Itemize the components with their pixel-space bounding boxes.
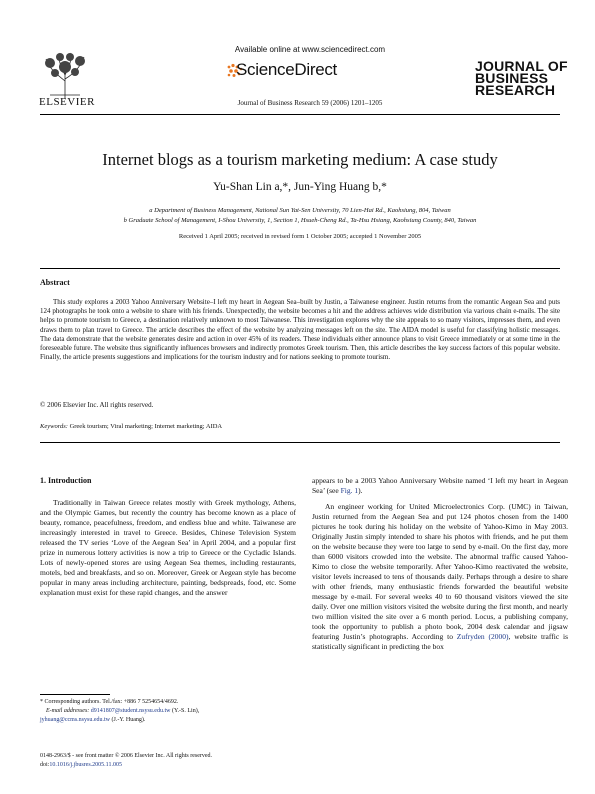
issn-line: 0148-2963/$ - see front matter © 2006 Elsevier Inc. All rights reserved. (40, 753, 213, 759)
abstract-top-rule (40, 268, 560, 269)
doi-link[interactable]: 10.1016/j.jbusres.2005.11.005 (49, 762, 122, 768)
email-label: E-mail addresses: (46, 708, 90, 714)
keywords (40, 423, 560, 430)
journal-logo-line: RESEARCH (475, 82, 556, 98)
abstract-copyright: © 2006 Elsevier Inc. All rights reserved. (40, 401, 154, 409)
intro-paragraph: Traditionally in Taiwan Greece relates mostly with Greek mythology, Athens, and the Olympic Games, but recently the country has become known as a place of beauty, romance, peacefulness, freedom, and endless blue and white. Taiwanese are increasingly interested in travel to Greece. Besides, Chinese Television System released the TV series ‘Love of the Aegean Sea’ in April 2004, and a popular first prize in numerous lottery activities is now a trip to Greece or the Cycladic Islands. Lots of newly-opened stores are using Aegean Sea themes, including restaurants, motels, bed and breakfasts, and so on. Moreover, Greek or Aegean style has become popular in many areas including architecture, painting, bedspreads, food, etc. Some explanation must exist for these rapid changes, and the answer (40, 498, 296, 597)
doi-label: doi: (40, 762, 50, 768)
received-dates: Received 1 April 2005; received in revised form 1 October 2005; accepted 1 November 2005 (178, 233, 422, 240)
right-column (312, 476, 568, 652)
doi-line (40, 761, 296, 770)
footnote-line: * Corresponding authors. Tel./fax: +886 7 5254654/4692. (40, 699, 179, 705)
section-heading: 1. Introduction (40, 476, 92, 485)
para-text: appears to be a 2003 Yahoo Anniversary Website named ‘I left my heart in Aegean Sea’ (see (312, 476, 568, 495)
email-suffix: (Y.-S. Lin), (170, 708, 200, 714)
email-line-2 (40, 716, 296, 725)
authors: Yu-Shan Lin a,*, Jun-Ying Huang b,* (213, 181, 387, 193)
para-text: An engineer working for United Microelectronics Corp. (UMC) in Taiwan, Justin returned from the Aegean Sea and put 124 photos chosen from the 1400 pictures he took during his holiday on the website of Yahoo-Kimo in May 2003. Originally Justin simply intended to share his photos with friends, and he put them on the website because they were too large to send by e-mail. On the first day, more than 6000 visitors crowded into the website. The abnormal traffic caused Yahoo-Kimo to close the website temporarily. After Yahoo-Kimo reactivated the website, visitor levels increased to tens of thousands daily. Perhaps through a desire to share with other friends, many enthusiastic friends forwarded the beautiful website message by e-mail. For several weeks 40 to 60 thousand visitors viewed the site daily. Over one million visitors visited the website during the first month, and nearly two million visited the site over a 6 month period. Locus, a publishing company, took the opportunity to publish a photo book, 2004 desk calendar and jigsaw featuring Justin’s photographs. According to (312, 502, 568, 641)
email-link-1[interactable]: d9141807@student.nsysu.edu.tw (90, 708, 171, 714)
article-title: Internet blogs as a tourism marketing medium: A case study (102, 150, 498, 169)
publisher-logo-text: ELSEVIER (39, 96, 95, 108)
abstract-heading: Abstract (40, 278, 70, 287)
header-rule (40, 114, 560, 115)
figure-link[interactable]: Fig. 1 (340, 486, 359, 495)
keywords-text: Greek tourism; Viral marketing; Internet marketing; AIDA (69, 423, 223, 430)
affiliation-b: b Graduate School of Management, I-Shou University, 1, Section 1, Hsueh-Cheng Rd., Ta-Hsu Hsiang, Kaohsiung County, 840, Taiwan (123, 217, 477, 224)
left-column (40, 498, 296, 598)
journal-logo (475, 60, 575, 96)
email-suffix: (J.-Y. Huang). (110, 717, 146, 723)
affiliation-a: a Department of Business Management, National Sun Yat-Sen University, 70 Lien-Hai Rd., Kaohsiung, 804, Taiwan (149, 207, 451, 214)
front-matter-note (40, 752, 296, 770)
email-link-2[interactable]: jyhuang@ccms.nsysu.edu.tw (40, 717, 111, 723)
abstract-text: This study explores a 2003 Yahoo Anniversary Website–I left my heart in Aegean Sea–built by Justin, a Taiwanese engineer. Justin returns from the romantic Aegean Sea and puts 124 photographs he took onto a website to share with his friends. Unexpectedly, the website becomes a hit and the address achieves wide distribution via various chain e-mails. The site helps to promote tourism to Greece, a destination relatively unknown to most Taiwanese. This investigation explores why the site appeals to so many visitors, impresses them, and even draws them to plan travel to Greece. The article describes the effect of the website by analyzing messages left on the site. The AIDA model is useful for classifying holistic messages. The data demonstrate that the website generates desire and action in over 45% of its readers. These individuals either announce plans to visit Greece immediately or at some time in the foreseeable future. The website thus significantly influences browsers and indirectly promotes Greek tourism. Then, this article describes the key success factors of this popular website. Finally, the article presents suggestions and implications for the tourism industry and for nations seeking to promote tourism. (40, 298, 560, 362)
journal-reference: Journal of Business Research 59 (2006) 1201–1205 (237, 99, 383, 107)
citation-link[interactable]: Zufryden (2000) (456, 632, 509, 641)
corresponding-author-footnote (40, 698, 296, 725)
engineer-paragraph (312, 502, 568, 652)
sciencedirect-brand: ScienceDirect (236, 60, 337, 79)
abstract-bottom-rule (40, 442, 560, 443)
footnote-rule (40, 694, 110, 695)
para-text: ). (358, 486, 363, 495)
journal-logo-line: BUSINESS (475, 70, 549, 86)
keywords-label: Keywords: (40, 423, 68, 430)
journal-logo-line: JOURNAL OF (475, 58, 568, 74)
email-line (40, 707, 296, 716)
intro-paragraph-continued (312, 476, 568, 496)
available-online-text: Available online at www.sciencedirect.com (234, 45, 386, 54)
abstract-body (40, 298, 560, 362)
para-text: , website traffic is statistically significant in predicting the box (312, 632, 568, 651)
